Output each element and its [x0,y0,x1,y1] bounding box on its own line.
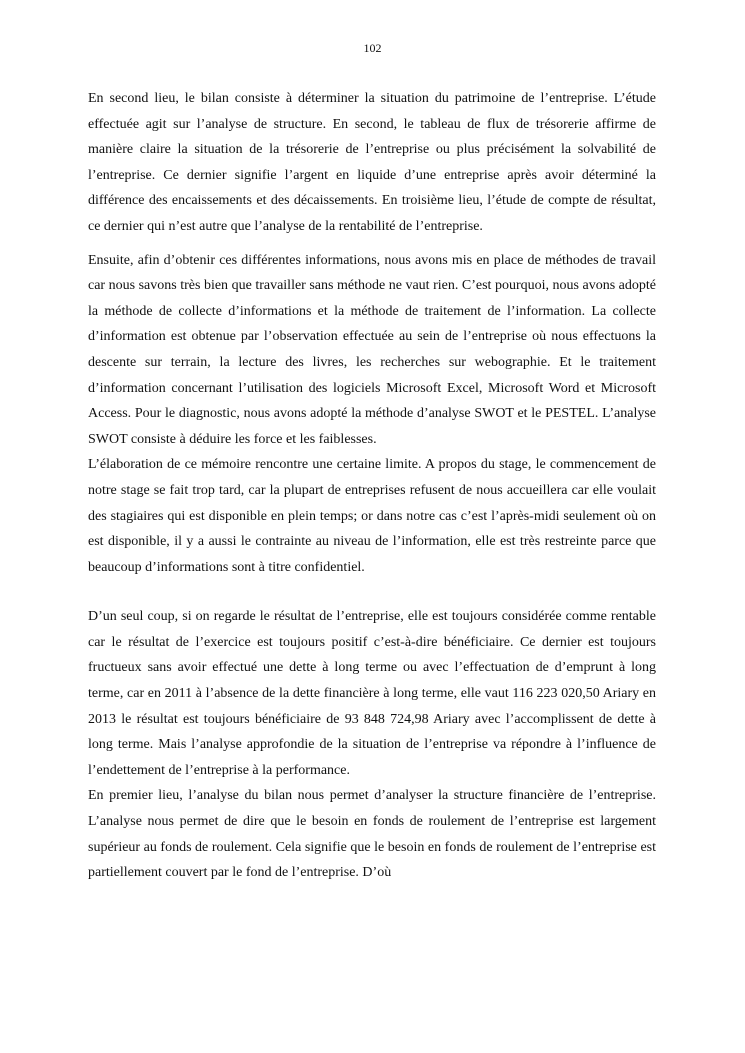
document-body [88,86,656,886]
paragraph-bilan: En second lieu, le bilan consiste à déterminer la situation du patrimoine de l’entreprise. L’étude effectuée agit sur l’analyse de structure. En second, le tableau de flux de trésorerie affirme de manière claire la situation de la trésorerie de l’entreprise ou plus précisément la solvabilité de l’entreprise. Ce dernier signifie l’argent en liquide d’une entreprise après avoir déterminé la différence des encaissements et des décaissements. En troisième lieu, l’étude de compte de résultat, ce dernier qui n’est autre que l’analyse de la rentabilité de l’entreprise. [88,91,656,234]
paragraph-methodes: Ensuite, afin d’obtenir ces différentes informations, nous avons mis en place de méthodes de travail car nous savons très bien que travailler sans méthode ne vaut rien. C’est pourquoi, nous avons adopté la méthode de collecte d’informations et la méthode de traitement de l’information. La collecte d’information est obtenue par l’observation effectuée au sein de l’entreprise où nous effectuons la descente sur terrain, la lecture des livres, les recherches sur webographie. Et le traitement d’information concernant l’utilisation des logiciels Microsoft Excel, Microsoft Word et Microsoft Access. Pour le diagnostic, nous avons adopté la méthode d’analyse SWOT et le PESTEL. L’analyse SWOT consiste à déduire les force et les faiblesses. [88,252,656,447]
paragraph-analyse-bilan: En premier lieu, l’analyse du bilan nous permet d’analyser la structure financière de l’entreprise. L’analyse nous permet de dire que le besoin en fonds de roulement de l’entreprise est largement supérieur au fonds de roulement. Cela signifie que le besoin en fonds de roulement de l’entreprise est partiellement couvert par le fond de l’entreprise. D’où [88,788,656,881]
paragraph-resultat: D’un seul coup, si on regarde le résultat de l’entreprise, elle est toujours considérée comme rentable car le résultat de l’exercice est toujours positif c’est-à-dire bénéficiaire. Ce dernier est toujours fructueux sans avoir effectué une dette à long terme ou avec l’effectuation de d’emprunt à long terme, car en 2011 à l’absence de la dette financière à long terme, elle vaut 116 223 020,50 Ariary en 2013 le résultat est toujours bénéficiaire de 93 848 724,98 Ariary avec l’accomplissent de dette à long terme. Mais l’analyse approfondie de la situation de l’entreprise va répondre à l’influence de l’endettement de l’entreprise à la performance. [88,609,656,778]
page-number: 102 [363,41,382,55]
paragraph-limites: L’élaboration de ce mémoire rencontre une certaine limite. A propos du stage, le commencement de notre stage se fait trop tard, car la plupart de entreprises refusent de nous accueillera car elle voulait des stagiaires qui est disponible en plein temps; or dans notre cas c’est l’après-midi seulement où on est disponible, il y a aussi le contrainte au niveau de l’information, elle est très restreinte parce que beaucoup d’informations sont à titre confidentiel. [88,457,656,575]
